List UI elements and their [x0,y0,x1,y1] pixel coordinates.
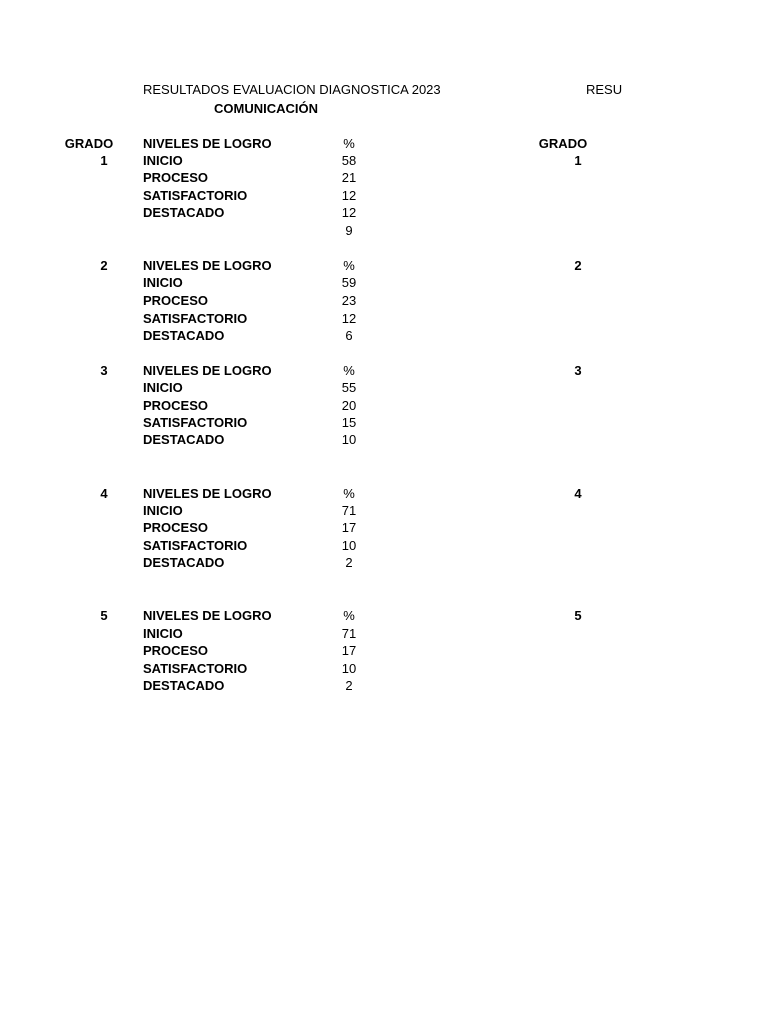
level-label: DESTACADO [143,555,225,570]
column-header-pct: % [343,136,355,151]
level-value: 9 [345,223,353,238]
level-label: PROCESO [143,643,209,658]
document-subtitle: COMUNICACIÓN [214,101,318,116]
pct-header: % [343,608,355,623]
level-value: 21 [341,170,357,185]
grado-number-right: 4 [574,486,582,501]
grado-number-right: 2 [574,258,582,273]
level-value: 71 [341,626,357,641]
grado-number-right: 1 [574,153,582,168]
pct-header: % [343,258,355,273]
column-header-grado-right: GRADO [538,136,588,151]
niveles-header: NIVELES DE LOGRO [143,608,272,623]
column-header-niveles: NIVELES DE LOGRO [143,136,272,151]
level-value: 12 [341,311,357,326]
niveles-header: NIVELES DE LOGRO [143,486,272,501]
level-value: 10 [341,661,357,676]
level-label: SATISFACTORIO [143,188,248,203]
level-label: PROCESO [143,170,209,185]
level-value: 71 [341,503,357,518]
level-value: 15 [341,415,357,430]
level-label: INICIO [143,275,183,290]
niveles-header: NIVELES DE LOGRO [143,363,272,378]
niveles-header: NIVELES DE LOGRO [143,258,272,273]
level-value: 17 [341,643,357,658]
level-value: 55 [341,380,357,395]
level-value: 10 [341,432,357,447]
grado-number: 1 [100,153,108,168]
level-value: 58 [341,153,357,168]
level-value: 2 [345,678,353,693]
level-value: 6 [345,328,353,343]
level-value: 12 [341,205,357,220]
level-value: 17 [341,520,357,535]
grado-number: 3 [100,363,108,378]
level-label: DESTACADO [143,432,225,447]
grado-number: 2 [100,258,108,273]
level-label: PROCESO [143,293,209,308]
pct-header: % [343,363,355,378]
level-value: 10 [341,538,357,553]
grado-number: 5 [100,608,108,623]
level-label: DESTACADO [143,678,225,693]
level-value: 2 [345,555,353,570]
level-value: 23 [341,293,357,308]
grado-number-right: 5 [574,608,582,623]
level-label: DESTACADO [143,328,225,343]
level-label: DESTACADO [143,205,225,220]
level-value: 59 [341,275,357,290]
document-title: RESULTADOS EVALUACION DIAGNOSTICA 2023 [143,82,441,97]
level-label: INICIO [143,626,183,641]
level-label: SATISFACTORIO [143,538,248,553]
pct-header: % [343,486,355,501]
level-value: 20 [341,398,357,413]
level-label: INICIO [143,153,183,168]
level-label: SATISFACTORIO [143,311,248,326]
level-label: INICIO [143,503,183,518]
grado-number-right: 3 [574,363,582,378]
right-title: RESU [586,82,623,97]
level-label: SATISFACTORIO [143,415,248,430]
level-label: PROCESO [143,520,209,535]
grado-number: 4 [100,486,108,501]
level-label: PROCESO [143,398,209,413]
level-label: SATISFACTORIO [143,661,248,676]
level-value: 12 [341,188,357,203]
column-header-grado: GRADO [64,136,114,151]
level-label: INICIO [143,380,183,395]
